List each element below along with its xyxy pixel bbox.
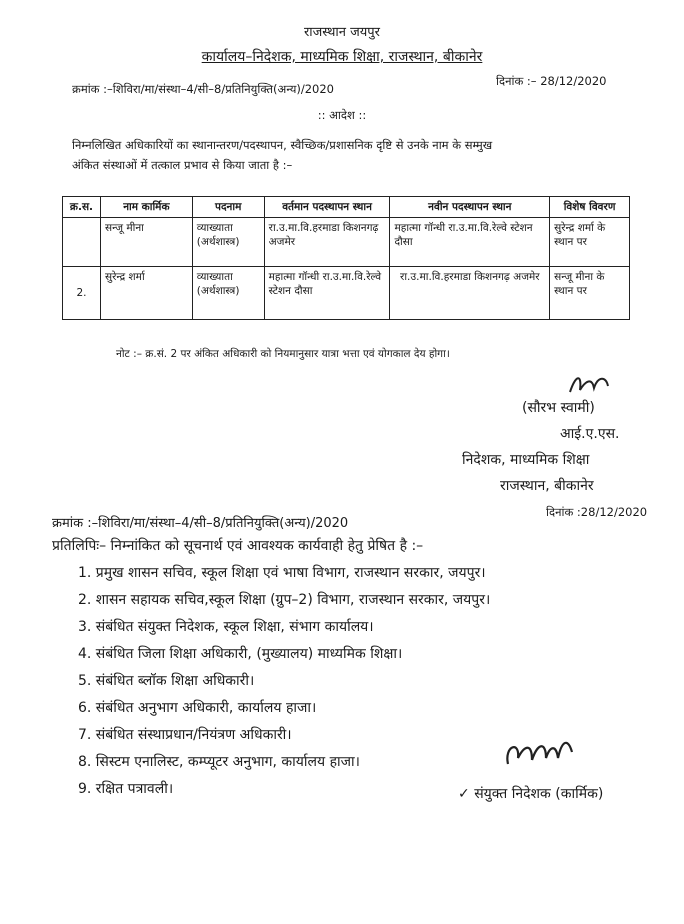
order-date: दिनांक :– 28/12/2020 bbox=[496, 74, 607, 88]
order-body-line1: निम्नलिखित अधिकारियों का स्थानान्तरण/पदस्थापन, स्वैच्छिक/प्रशासनिक दृष्टि से उनके नाम के सम्मुख bbox=[72, 138, 493, 152]
cell-post: व्याख्याता (अर्थशास्त्र) bbox=[192, 218, 264, 267]
list-item: 5. संबंधित ब्लॉक शिक्षा अधिकारी। bbox=[78, 673, 255, 689]
tick-mark-icon: ✓ bbox=[458, 786, 470, 802]
cell-sn: 2. bbox=[63, 267, 101, 320]
copy-date: दिनांक :28/12/2020 bbox=[546, 505, 648, 519]
header-new-posting: नवीन पदस्थापन स्थान bbox=[390, 197, 550, 218]
cell-name: सन्जू मीना bbox=[100, 218, 192, 267]
header-current-posting: वर्तमान पदस्थापन स्थान bbox=[264, 197, 390, 218]
cell-sn bbox=[63, 218, 101, 267]
note: नोट :– क्र.सं. 2 पर अंकित अधिकारी को नियमानुसार यात्रा भत्ता एवं योगकाल देय होगा। bbox=[116, 348, 450, 360]
list-item: 7. संबंधित संस्थाप्रधान/नियंत्रण अधिकारी। bbox=[78, 727, 292, 743]
letterhead-office: कार्यालय–निदेशक, माध्यमिक शिक्षा, राजस्थान, बीकानेर bbox=[201, 49, 483, 65]
list-item: 9. रक्षित पत्रावली। bbox=[78, 781, 174, 797]
list-item: 4. संबंधित जिला शिक्षा अधिकारी, (मुख्यालय) माध्यमिक शिक्षा। bbox=[78, 646, 403, 662]
copy-signatory-label: संयुक्त निदेशक (कार्मिक) bbox=[474, 786, 604, 802]
header-name: नाम कार्मिक bbox=[100, 197, 192, 218]
header-post: पदनाम bbox=[192, 197, 264, 218]
cell-new: रा.उ.मा.वि.हरमाडा किशनगढ़ अजमेर bbox=[390, 267, 550, 320]
table-row bbox=[63, 267, 630, 320]
table-row bbox=[63, 218, 630, 267]
list-item: 6. संबंधित अनुभाग अधिकारी, कार्यालय हाजा। bbox=[78, 700, 317, 716]
director-signature bbox=[566, 370, 612, 398]
signatory-service: आई.ए.एस. bbox=[560, 426, 620, 442]
cell-new: महात्मा गॉन्धी रा.उ.मा.वि.रेल्वे स्टेशन दौसा bbox=[390, 218, 550, 267]
cell-current: महात्मा गॉन्धी रा.उ.मा.वि.रेल्वे स्टेशन दौसा bbox=[264, 267, 390, 320]
joint-director-signature bbox=[502, 730, 580, 774]
table-header-row bbox=[63, 197, 630, 218]
signatory-designation: निदेशक, माध्यमिक शिक्षा bbox=[462, 452, 590, 468]
list-item: 8. सिस्टम एनालिस्ट, कम्प्यूटर अनुभाग, कार्यालय हाजा। bbox=[78, 754, 360, 770]
order-heading: :: आदेश :: bbox=[317, 108, 367, 122]
transfer-table bbox=[62, 196, 630, 320]
list-item: 1. प्रमुख शासन सचिव, स्कूल शिक्षा एवं भाषा विभाग, राजस्थान सरकार, जयपुर। bbox=[78, 565, 486, 581]
copy-signatory bbox=[458, 784, 603, 803]
cell-remarks: सन्जू मीना के स्थान पर bbox=[550, 267, 630, 320]
order-number: क्रमांक :–शिविरा/मा/संस्था–4/सी–8/प्रतिनियुक्ति(अन्य)/2020 bbox=[72, 82, 335, 96]
list-item: 3. संबंधित संयुक्त निदेशक, स्कूल शिक्षा, संभाग कार्यालय। bbox=[78, 619, 374, 635]
letterhead-state: राजस्थान जयपुर bbox=[303, 25, 381, 40]
signatory-place: राजस्थान, बीकानेर bbox=[500, 478, 594, 494]
copy-intro: प्रतिलिपिः– निम्नांकित को सूचनार्थ एवं आवश्यक कार्यवाही हेतु प्रेषित है :– bbox=[52, 538, 424, 554]
header-sn: क्र.स. bbox=[63, 197, 101, 218]
cell-name: सुरेन्द्र शर्मा bbox=[100, 267, 192, 320]
cell-remarks: सुरेन्द्र शर्मा के स्थान पर bbox=[550, 218, 630, 267]
copy-recipient-list bbox=[78, 560, 490, 803]
signatory-name: (सौरभ स्वामी) bbox=[522, 400, 595, 416]
header-remarks: विशेष विवरण bbox=[550, 197, 630, 218]
copy-number: क्रमांक :–शिविरा/मा/संस्था–4/सी–8/प्रतिनियुक्ति(अन्य)/2020 bbox=[52, 516, 349, 531]
order-body-line2: अंकित संस्थाओं में तत्काल प्रभाव से किया जाता है :– bbox=[72, 158, 293, 172]
cell-post: व्याख्याता (अर्थशास्त्र) bbox=[192, 267, 264, 320]
list-item: 2. शासन सहायक सचिव,स्कूल शिक्षा (ग्रुप–2) विभाग, राजस्थान सरकार, जयपुर। bbox=[78, 592, 491, 608]
cell-current: रा.उ.मा.वि.हरमाडा किशनगढ़ अजमेर bbox=[264, 218, 390, 267]
